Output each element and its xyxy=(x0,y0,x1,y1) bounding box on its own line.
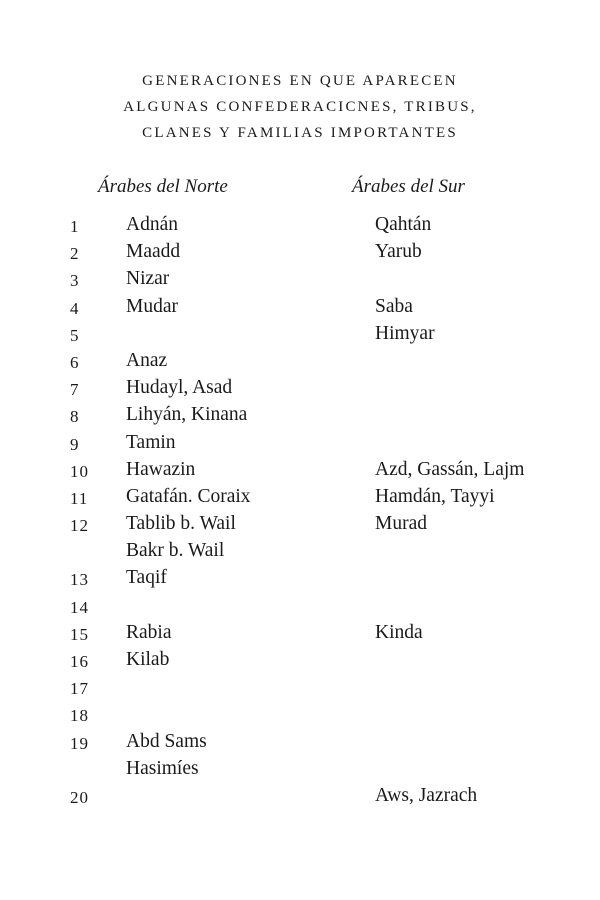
north-arab-entry: Hasimíes xyxy=(126,757,199,779)
heading-line-3: CLANES Y FAMILIAS IMPORTANTES xyxy=(142,125,458,141)
north-arab-entry: Taqif xyxy=(126,567,167,589)
generation-number: 2 xyxy=(70,244,80,264)
north-arab-entry: Lihyán, Kinana xyxy=(126,404,248,426)
column-header-north: Árabes del Norte xyxy=(98,176,228,197)
generation-number: 4 xyxy=(70,298,80,318)
south-arab-entry: Saba xyxy=(375,295,413,317)
generation-number: 15 xyxy=(70,624,89,644)
generation-number: 20 xyxy=(70,787,89,807)
south-arab-entry: Yarub xyxy=(375,241,422,263)
north-arab-entry: Adnán xyxy=(126,214,178,235)
table-row xyxy=(0,456,600,483)
heading-line-2: ALGUNAS CONFEDERACICNES, TRIBUS, xyxy=(123,99,477,115)
table-row xyxy=(0,728,600,755)
generation-number: 7 xyxy=(70,380,80,400)
north-arab-entry: Hawazin xyxy=(126,458,196,480)
page-heading xyxy=(0,68,600,146)
table-row xyxy=(0,265,600,292)
generation-number: 1 xyxy=(70,217,80,236)
south-arab-entry: Azd, Gassán, Lajm xyxy=(375,458,525,480)
table-row xyxy=(0,755,600,782)
generation-number: 11 xyxy=(70,488,89,508)
heading-line-1: GENERACIONES EN QUE APARECEN xyxy=(142,73,458,89)
generation-number: 10 xyxy=(70,461,89,481)
generation-number: 18 xyxy=(70,706,89,726)
generation-number: 14 xyxy=(70,597,89,617)
south-arab-entry: Himyar xyxy=(375,322,435,344)
table-row xyxy=(0,401,600,428)
table-row xyxy=(0,646,600,673)
table-row xyxy=(0,211,600,238)
south-arab-entry: Aws, Jazrach xyxy=(375,784,478,806)
generation-number: 8 xyxy=(70,407,80,427)
north-arab-entry: Abd Sams xyxy=(126,730,207,752)
table-row xyxy=(0,592,600,619)
generation-number: 17 xyxy=(70,679,89,699)
table-row xyxy=(0,374,600,401)
table-row xyxy=(0,347,600,374)
north-arab-entry: Maadd xyxy=(126,241,181,263)
table-row xyxy=(0,429,600,456)
column-header-south: Árabes del Sur xyxy=(352,176,465,197)
generation-number: 9 xyxy=(70,434,80,454)
table-row xyxy=(0,700,600,727)
generation-number: 16 xyxy=(70,652,89,671)
generation-number: 5 xyxy=(70,325,80,345)
table-row xyxy=(0,564,600,591)
generation-number: 6 xyxy=(70,352,80,372)
generation-number: 13 xyxy=(70,570,89,590)
table-row xyxy=(0,483,600,510)
north-arab-entry: Kilab xyxy=(126,649,170,670)
south-arab-entry: Murad xyxy=(375,513,427,535)
table-row xyxy=(0,782,600,809)
south-arab-entry: Kinda xyxy=(375,621,423,643)
north-arab-entry: Anaz xyxy=(126,349,168,371)
north-arab-entry: Mudar xyxy=(126,295,178,317)
table-row xyxy=(0,320,600,347)
generations-table xyxy=(0,211,600,809)
generation-number: 12 xyxy=(70,516,89,536)
table-row xyxy=(0,510,600,537)
north-arab-entry: Hudayl, Asad xyxy=(126,377,233,399)
generation-number: 19 xyxy=(70,733,89,753)
table-row xyxy=(0,293,600,320)
north-arab-entry: Tamin xyxy=(126,431,176,453)
table-row xyxy=(0,673,600,700)
north-arab-entry: Rabia xyxy=(126,621,172,643)
table-row xyxy=(0,238,600,265)
south-arab-entry: Hamdán, Tayyi xyxy=(375,485,495,507)
table-row xyxy=(0,619,600,646)
north-arab-entry: Tablib b. Wail xyxy=(126,513,236,535)
generation-number: 3 xyxy=(70,271,80,291)
north-arab-entry: Nizar xyxy=(126,268,170,290)
north-arab-entry: Gatafán. Coraix xyxy=(126,485,251,507)
south-arab-entry: Qahtán xyxy=(375,214,432,235)
table-row xyxy=(0,537,600,564)
north-arab-entry: Bakr b. Wail xyxy=(126,540,225,562)
